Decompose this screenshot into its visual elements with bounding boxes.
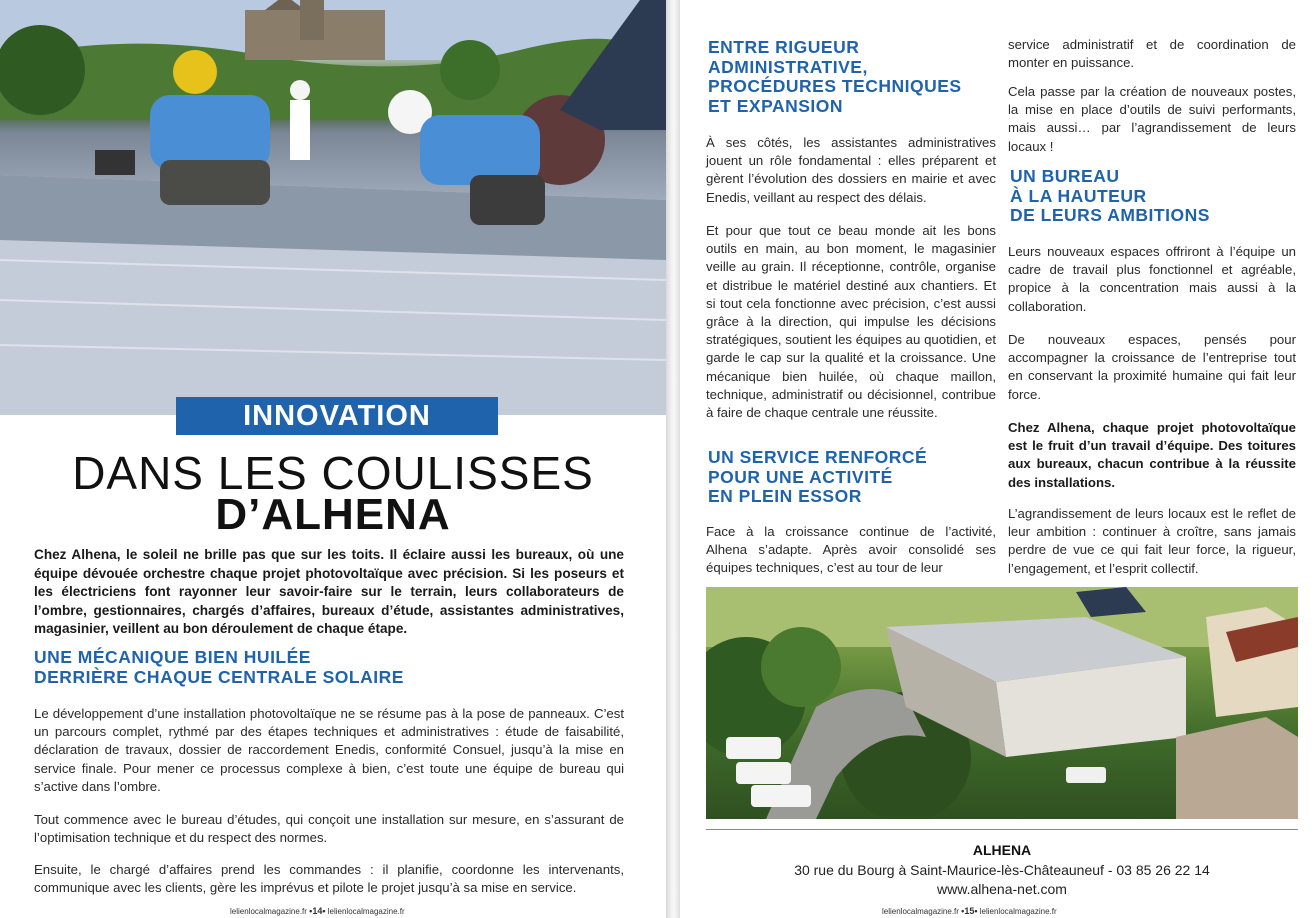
heading-line: UN SERVICE RENFORCÉ (708, 447, 928, 467)
page-number: 15 (964, 906, 975, 916)
heading-mecanique (34, 648, 404, 687)
alhena-building-photo (706, 587, 1298, 819)
lead-paragraph: Chez Alhena, le soleil ne brille pas que sur les toits. Il éclaire aussi les bureaux, où une équipe dévouée orchestre chaque projet photovoltaïque avec précision. Si les poseurs et les électriciens font rayonner leur savoir-faire sur le terrain, leurs collaborateurs de l’ombre, gestionnaires, chargés d’affaires, bureaux d’étude, assistantes administratives, magasinier, veillent au bon déroulement de chaque étape. (34, 547, 624, 636)
col2-paragraph-1: Cela passe par la création de nouveaux postes, la mise en place d’outils de suivi performants, mais aussi… par l’agrandissement de leurs locaux ! (1008, 84, 1296, 154)
footer-site: lelienlocalmagazine.fr (979, 907, 1057, 916)
col2-paragraph-2: Leurs nouveaux espaces offriront à l’équipe un cadre de travail plus fonctionnel et agréable, propice à la concentration mais aussi à la collaboration. (1008, 244, 1296, 314)
heading-line: À LA HAUTEUR (1010, 185, 1147, 206)
col2-paragraph-4: Chez Alhena, chaque projet photovoltaïque est le fruit d’un travail d’équipe. Des toitures aux bureaux, chacun contribue à la réussite des installations. (1008, 420, 1296, 490)
company-website[interactable]: www.alhena-net.com (937, 881, 1067, 897)
solar-installers-photo (0, 0, 666, 415)
heading-line: ET EXPANSION (708, 95, 844, 116)
section-tag: INNOVATION (176, 397, 498, 435)
page-footer: lelienlocalmagazine.fr •14• lelienlocalmagazine.fr (230, 906, 405, 916)
contact-divider (706, 829, 1298, 830)
heading-line: UN BUREAU (1010, 166, 1120, 186)
heading-line: POUR UNE ACTIVITÉ (708, 466, 893, 487)
page-footer: lelienlocalmagazine.fr •15• lelienlocalmagazine.fr (882, 906, 1057, 916)
col2-paragraph-5: L’agrandissement de leurs locaux est le reflet de leur ambition : continuer à croître, sans jamais perdre de vue ce qui fait leur force, la rigueur, l’engagement, et l’esprit collectif. (1008, 506, 1296, 576)
right-page (680, 0, 1315, 918)
heading-service (708, 448, 927, 507)
page-number: 14 (312, 906, 323, 916)
col1-paragraph-2: Et pour que tout ce beau monde ait les bons outils en main, au bon moment, le magasinier veille au grain. Il réceptionne, contrôle, organise et distribue le matériel destiné aux chantiers. Et si tout cela fonctionne avec précision, c’est aussi grâce à la direction, qui impulse les décisions stratégiques, soutient les équipes au quotidien, et garde le cap sur la qualité et la croissance. Une mécanique bien huilée, où chaque maillon, technique, administratif ou décisionnel, contribue à faire de chaque centrale une réussite. (706, 223, 996, 421)
heading-bureau (1010, 167, 1210, 226)
heading-line: PROCÉDURES TECHNIQUES (708, 76, 962, 96)
article-title-line1: DANS LES COULISSES (72, 447, 594, 499)
footer-site: lelienlocalmagazine.fr (882, 907, 959, 916)
col2-paragraph-3: De nouveaux espaces, pensés pour accompagner la croissance de l’entreprise tout en conservant la proximité humaine qui fait leur force. (1008, 332, 1296, 402)
solar-installers-illustration (0, 0, 666, 415)
article-title-line2: D’ALHENA (215, 490, 451, 539)
paragraph-1: Le développement d’une installation photovoltaïque ne se résume pas à la pose de panneaux. C’est un parcours complet, rythmé par des étapes techniques et administratives : étude de faisabilité, déclaration de travaux, dossier de raccordement Enedis, conformité Consuel, jusqu’à la mise en service finale. Pour mener ce processus complexe à bien, c’est toute une équipe de bureau qui s’active dans l’ombre. (34, 706, 624, 794)
paragraph-3: Ensuite, le chargé d’affaires prend les commandes : il planifie, coordonne les intervenants, communique avec les clients, gère les imprévus et pilote le projet jusqu’à sa mise en service. (34, 862, 624, 896)
footer-site: lelienlocalmagazine.fr (230, 907, 307, 916)
heading-line: ENTRE RIGUEUR (708, 37, 860, 57)
paragraph-2: Tout commence avec le bureau d’études, qui conçoit une installation sur mesure, en s’assurant de l’optimisation technique et du respect des normes. (34, 812, 624, 846)
heading-line: ADMINISTRATIVE, (708, 56, 868, 77)
building-aerial-illustration (706, 587, 1298, 819)
page-gutter (666, 0, 680, 918)
col2-paragraph-0: service administratif et de coordination de monter en puissance. (1008, 37, 1296, 71)
heading-line: UNE MÉCANIQUE BIEN HUILÉE (34, 647, 311, 667)
heading-line: EN PLEIN ESSOR (708, 486, 862, 506)
heading-line: DE LEURS AMBITIONS (1010, 205, 1210, 225)
heading-line: DERRIÈRE CHAQUE CENTRALE SOLAIRE (34, 666, 404, 687)
company-name: ALHENA (972, 842, 1032, 858)
footer-site: lelienlocalmagazine.fr (327, 907, 405, 916)
company-address: 30 rue du Bourg à Saint-Maurice-lès-Châteauneuf - 03 85 26 22 14 (794, 862, 1210, 878)
col1-paragraph-1: À ses côtés, les assistantes administratives jouent un rôle fondamental : elles préparent et gèrent l’évolution des dossiers en mairie et avec Enedis, veillant au respect des délais. (706, 135, 996, 205)
col1-paragraph-3: Face à la croissance continue de l’activité, Alhena s’adapte. Après avoir consolidé ses équipes techniques, c’est au tour de leur (706, 524, 996, 576)
heading-rigueur (708, 38, 962, 116)
